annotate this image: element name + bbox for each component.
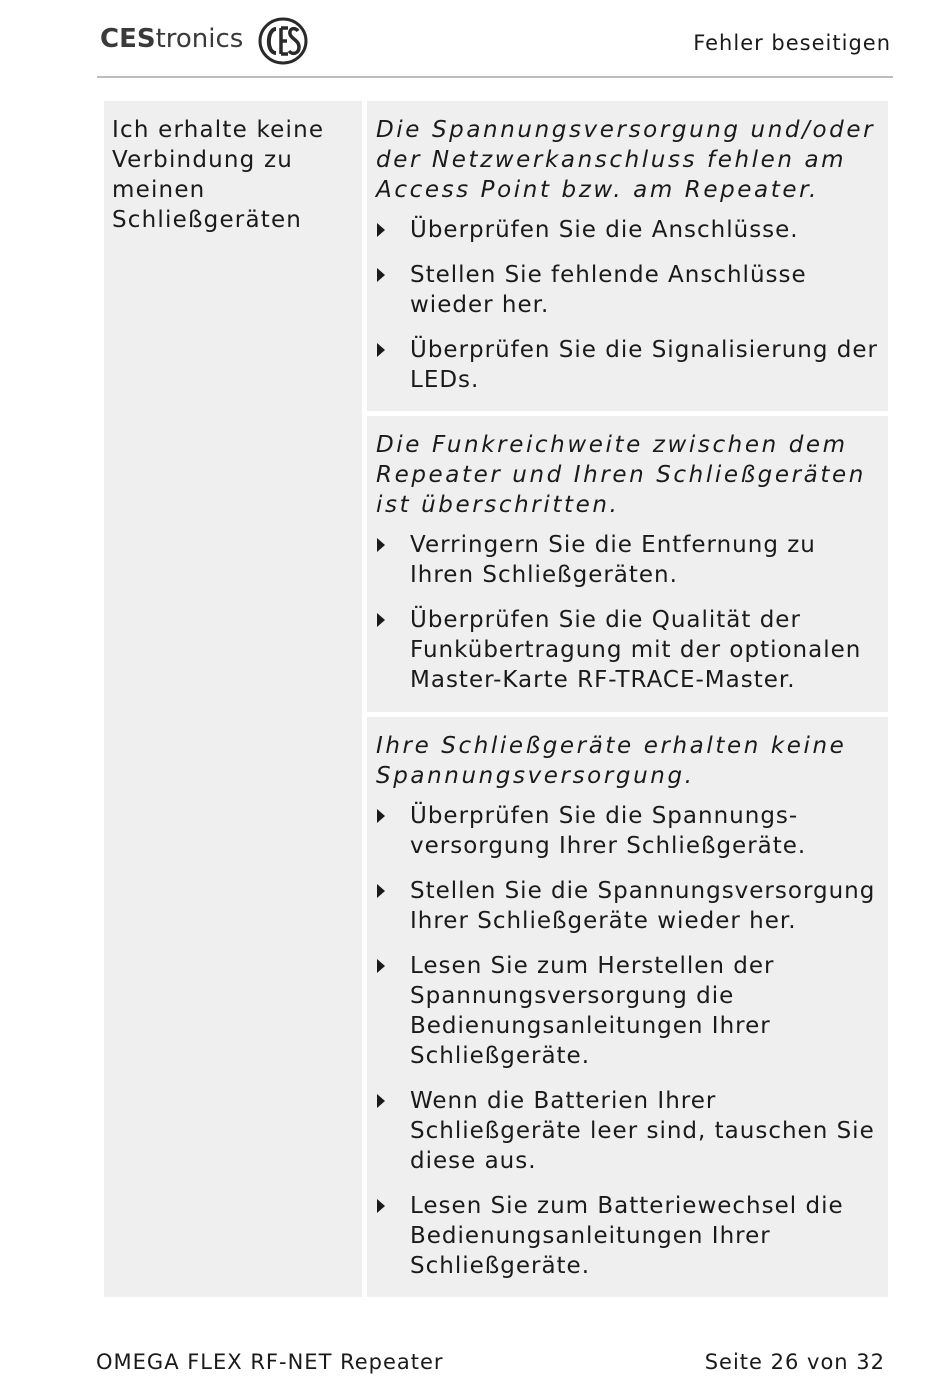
cause-cell — [367, 717, 888, 1297]
bullet-arrow-icon — [377, 343, 385, 357]
cause-cell — [367, 101, 888, 411]
list-item: Überprüfen Sie die Spannungs-versorgung Ihrer Schließgeräte. — [376, 801, 878, 861]
list-item: Verringern Sie die Entfernung zu Ihren Schließgeräten. — [376, 530, 878, 590]
bullet-arrow-icon — [377, 1199, 385, 1213]
bullet-arrow-icon — [377, 809, 385, 823]
list-item: Stellen Sie die Spannungsversorgung Ihrer Schließgeräte wieder her. — [376, 876, 878, 936]
bullet-arrow-icon — [377, 884, 385, 898]
list-item: Lesen Sie zum Herstellen der Spannungsversorgung die Bedienungsanleitungen Ihrer Schließgeräte. — [376, 951, 878, 1071]
footer-product-name: OMEGA FLEX RF-NET Repeater — [96, 1350, 444, 1374]
bullet-arrow-icon — [377, 268, 385, 282]
bullet-arrow-icon — [377, 959, 385, 973]
bullet-arrow-icon — [377, 1094, 385, 1108]
bullet-arrow-icon — [377, 538, 385, 552]
cause-title: Die Spannungsversorgung und/oder der Netzwerkanschluss fehlen am Access Point bzw. am Repeater. — [376, 117, 876, 203]
list-item: Lesen Sie zum Batteriewechsel die Bedienungsanleitungen Ihrer Schließgeräte. — [376, 1191, 878, 1281]
footer-page-number: Seite 26 von 32 — [704, 1350, 885, 1374]
ces-logo-icon — [257, 16, 309, 66]
cause-cell — [367, 416, 888, 712]
list-item: Überprüfen Sie die Anschlüsse. — [376, 215, 878, 245]
bullet-arrow-icon — [377, 223, 385, 237]
page-header — [97, 12, 893, 78]
cestronics-logo: CEStronics — [100, 24, 244, 54]
cause-title: Die Funkreichweite zwischen dem Repeater und Ihren Schließgeräten ist überschritten. — [376, 432, 866, 518]
section-title: Fehler beseitigen — [693, 31, 891, 55]
cause-title: Ihre Schließgeräte erhalten keine Spannungsversorgung. — [376, 733, 847, 789]
list-item: Wenn die Batterien Ihrer Schließgeräte leer sind, tauschen Sie diese aus. — [376, 1086, 878, 1176]
problem-text: Ich erhalte keine Verbindung zu meinen Schließgeräten — [112, 117, 325, 233]
list-item: Stellen Sie fehlende Anschlüsse wieder her. — [376, 260, 878, 320]
bullet-arrow-icon — [377, 613, 385, 627]
list-item: Überprüfen Sie die Signalisierung der LEDs. — [376, 335, 878, 395]
header-divider — [97, 76, 893, 78]
problem-cell — [104, 101, 362, 1297]
list-item: Überprüfen Sie die Qualität der Funkübertragung mit der optionalen Master-Karte RF-TRACE-Master. — [376, 605, 878, 695]
